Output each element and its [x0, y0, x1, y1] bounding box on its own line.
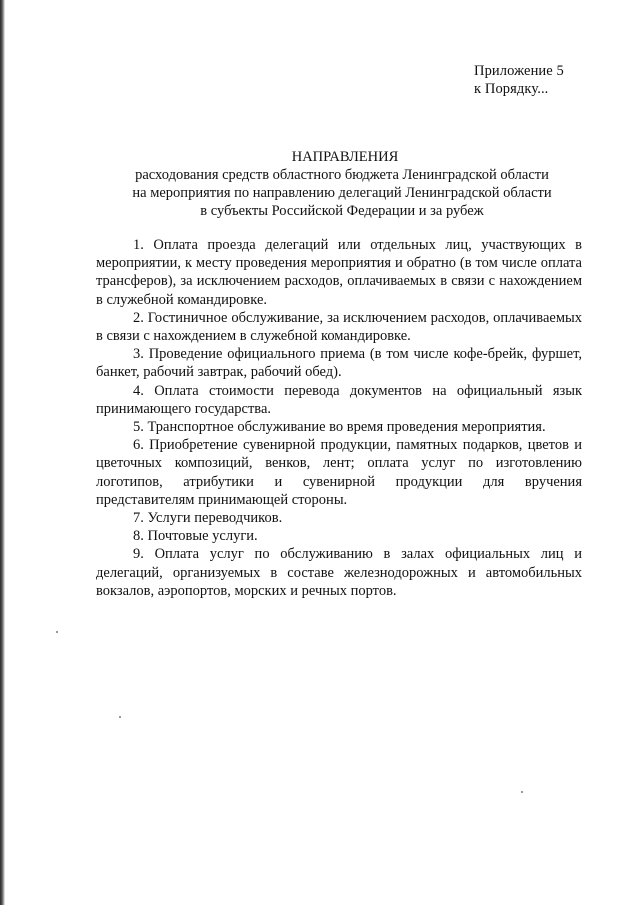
direction-item: 9. Оплата услуг по обслуживанию в залах официальных лиц и делегаций, организуемых в составе железнодорожных и автомобильных вокзалов, аэропортов, морских и речных портов. [96, 546, 582, 599]
directions-list [96, 236, 582, 600]
annex-reference [474, 62, 564, 98]
scan-speck [56, 631, 58, 633]
annex-number: Приложение 5 [474, 63, 564, 79]
document-title: НАПРАВЛЕНИЯ [291, 149, 399, 165]
subtitle-line-3: в субъекты Российской Федерации и за рубеж [200, 203, 484, 219]
direction-item: 7. Услуги переводчиков. [133, 510, 283, 527]
direction-item: 4. Оплата стоимости перевода документов на официальный язык принимающего государства. [96, 382, 582, 417]
scan-left-edge [0, 0, 5, 905]
scan-speck [119, 716, 121, 718]
direction-item: 8. Почтовые услуги. [133, 528, 258, 545]
annex-order-ref: к Порядку... [474, 81, 549, 97]
scan-speck [521, 791, 523, 793]
direction-item: 2. Гостиничное обслуживание, за исключением расходов, оплачиваемых в связи с нахождением в служебной командировке. [96, 309, 582, 345]
direction-item: 5. Транспортное обслуживание во время проведения мероприятия. [133, 419, 546, 436]
direction-item: 6. Приобретение сувенирной продукции, памятных подарков, цветов и цветочных композиций, венков, лент; оплата услуг по изготовлению логотипов, атрибутики и сувенирной продукции для вручения представителям принимающей стороны. [96, 437, 582, 508]
document-title-block [0, 148, 640, 166]
subtitle-line-2: на мероприятия по направлению делегаций Ленинградской области [132, 185, 552, 201]
direction-item: 1. Оплата проезда делегаций или отдельных лиц, участвующих в мероприятии, к месту проведения мероприятия и обратно (в том числе оплата трансферов), за исключением расходов, оплачиваемых в связи с нахождением в служебной командировке. [96, 237, 582, 308]
direction-item: 3. Проведение официального приема (в том числе кофе-брейк, фуршет, банкет, рабочий завтрак, рабочий обед). [96, 346, 582, 381]
document-subtitle [96, 166, 588, 220]
subtitle-line-1: расходования средств областного бюджета Ленинградской области [135, 167, 549, 183]
